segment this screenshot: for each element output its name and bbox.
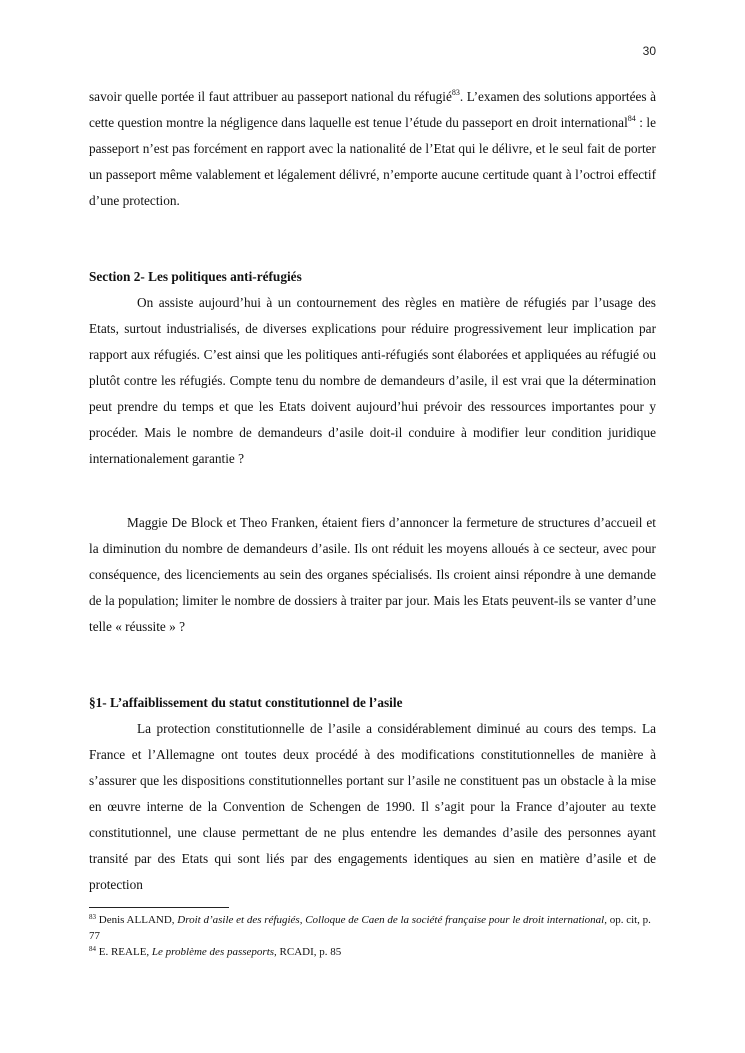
footnote-citation: RCADI, p. 85 [276,946,342,958]
footnote-84 [89,944,656,960]
section-2-paragraph-1: On assiste aujourd’hui à un contournement des règles en matière de réfugiés par l’usage des Etats, surtout industrialisés, de diverses explications pour réduire progressivement leur implication par rapport aux réfugiés. C’est ainsi que les politiques anti-réfugiés sont élaborées et appliquées au réfugié ou plutôt contre les réfugiés. Compte tenu du nombre de demandeurs d’asile, il est vrai que la détermination peut prendre du temps et que les Etats doivent aujourd’hui prévoir des ressources importantes pour y procéder. Mais le nombre de demandeurs d’asile doit-il conduire à modifier leur condition juridique internationalement garantie ? [89,295,656,466]
page-number: 30 [642,44,656,58]
section-2-block [89,264,656,472]
footnote-citation: , op. cit, p. 77 [89,914,651,942]
intro-paragraph [89,84,656,214]
subsection-1-heading: §1- L’affaiblissement du statut constitutionnel de l’asile [89,695,403,710]
section-2-paragraph-2: Maggie De Block et Theo Franken, étaient fiers d’annoncer la fermeture de structures d’accueil et la diminution du nombre de demandeurs d’asile. Ils ont réduit les moyens alloués à ce secteur, avec pour conséquence, des licenciements au sein des organes spécialisés. Ils croient ainsi répondre à une demande de la population; limiter le nombre de dossiers à traiter par jour. Mais les Etats peuvent-ils se vanter d’une telle « réussite » ? [89,515,656,634]
footnote-author: E. REALE, [96,946,152,958]
footnote-title: Droit d’asile et des réfugiés, Colloque de Caen de la société française pour le droit international [177,914,605,926]
intro-text-c: : le passeport n’est pas forcément en rapport avec la nationalité de l’Etat qui le délivre, et le seul fait de porter un passeport même valablement et légalement délivré, n’emporte aucune certitude quant à l’octroi effectif d’une protection. [89,115,656,208]
footnote-ref-83[interactable]: 83 [451,88,460,97]
footnote-83 [89,912,656,944]
intro-block [89,84,656,214]
footnote-author: Denis ALLAND, [96,914,178,926]
section-2-block-2 [89,510,656,640]
footnote-ref-84[interactable]: 84 [627,114,636,123]
intro-text-b: . L’examen des solutions apportées à cette question montre la négligence dans laquelle est tenue l’étude du passeport en droit international [89,89,656,130]
footnote-title: Le problème des passeports, [151,946,277,958]
intro-text-a: savoir quelle portée il faut attribuer au passeport national du réfugié [89,89,452,104]
footnote-number: 84 [89,945,96,953]
subsection-1-block [89,690,656,898]
footnote-number: 83 [89,913,96,921]
subsection-1-paragraph-1: La protection constitutionnelle de l’asile a considérablement diminué au cours des temps. La France et l’Allemagne ont toutes deux procédé à des modifications constitutionnelles de manière à s’assurer que les dispositions constitutionnelles portant sur l’asile ne constituent pas un obstacle à la mise en œuvre interne de la Convention de Schengen de 1990. Il s’agit pour la France d’ajouter au texte constitutionnel, une clause permettant de ne plus entendre les demandes d’asile des personnes ayant transité par des Etats qui sont liés par des engagements identiques au sien en matière d’asile et de protection [89,721,656,892]
footnotes [89,912,656,960]
footnote-divider [89,907,229,908]
section-2-heading: Section 2- Les politiques anti-réfugiés [89,269,302,284]
